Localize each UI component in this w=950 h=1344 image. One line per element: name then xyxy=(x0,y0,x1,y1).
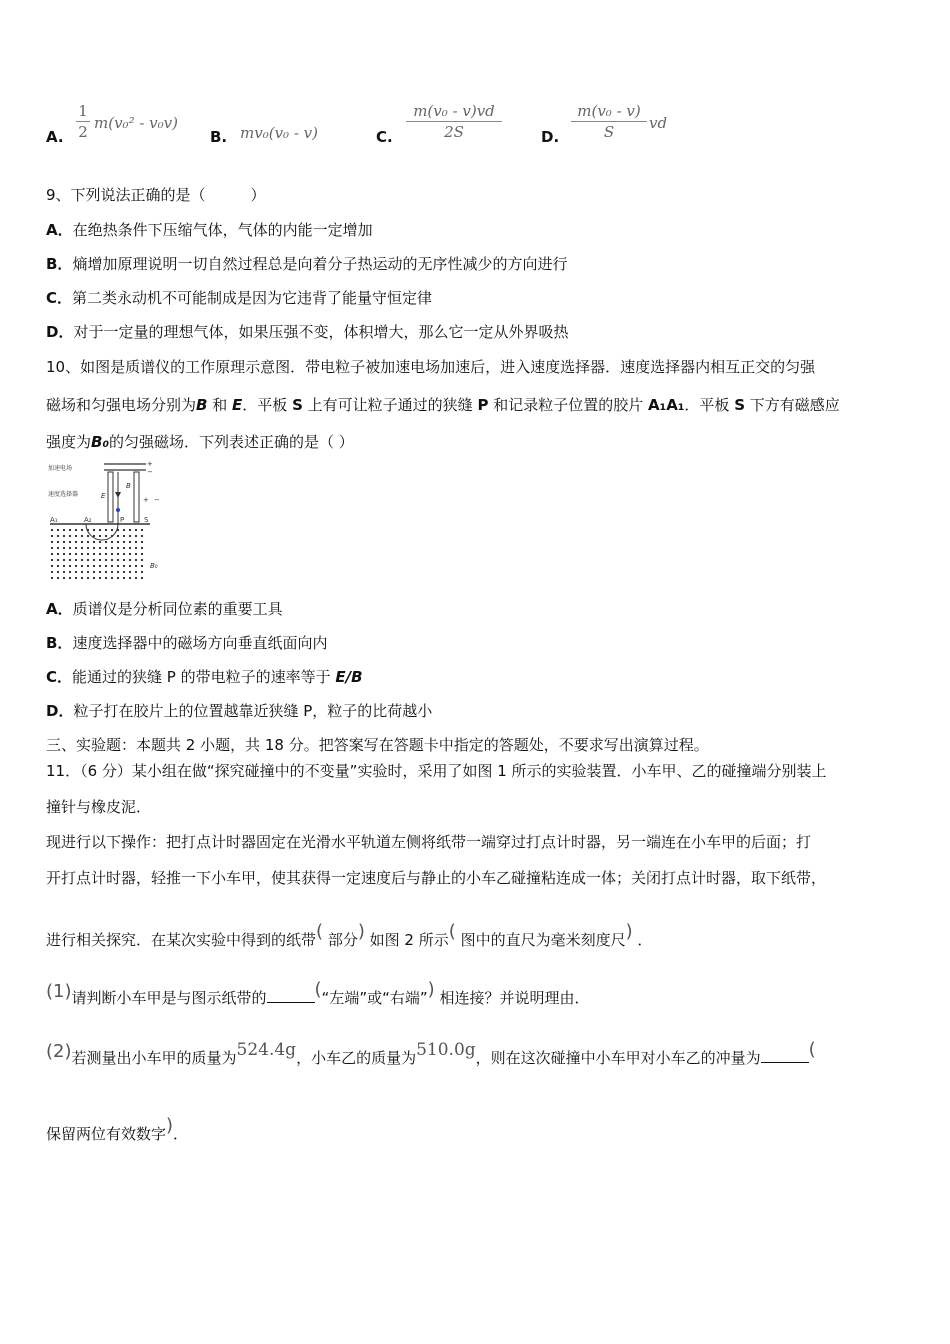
text: ． xyxy=(637,931,653,949)
field-dot xyxy=(141,547,143,549)
text: ．平板 xyxy=(684,396,730,414)
field-dot xyxy=(105,547,107,549)
field-dot xyxy=(81,547,83,549)
field-dot xyxy=(111,565,113,567)
field-dot xyxy=(141,553,143,555)
mass-a-value: 524.4g xyxy=(236,1040,297,1060)
field-dot xyxy=(135,553,137,555)
field-dot xyxy=(69,577,71,579)
field-dot xyxy=(93,553,95,555)
option-label: D. xyxy=(541,128,560,146)
magnetic-field-dots xyxy=(51,529,143,579)
q10-option-c[interactable] xyxy=(46,667,363,687)
field-dot xyxy=(135,541,137,543)
answer-blank[interactable] xyxy=(267,988,315,1003)
field-dot xyxy=(141,577,143,579)
field-dot xyxy=(141,529,143,531)
numerator: m(v₀ - v)vd xyxy=(406,102,502,122)
q10-option-b[interactable] xyxy=(46,633,327,653)
field-dot xyxy=(57,553,59,555)
field-dot xyxy=(63,547,65,549)
field-dot xyxy=(141,559,143,561)
formula-tail: vd xyxy=(649,114,668,132)
text: ，小车乙的质量为 xyxy=(296,1049,417,1067)
field-dot xyxy=(141,535,143,537)
field-dot xyxy=(135,529,137,531)
slit-p-label: P xyxy=(120,516,125,524)
field-dot xyxy=(87,535,89,537)
field-dot xyxy=(99,577,101,579)
minus-sign: − xyxy=(154,496,160,504)
text: 如图 2 所示 xyxy=(369,931,449,949)
field-dot xyxy=(81,559,83,561)
mass-spectrometer-diagram xyxy=(46,458,166,582)
text: 磁场和匀强电场分别为 xyxy=(46,396,197,414)
mass-b-value: 510.0g xyxy=(416,1040,476,1060)
field-dot xyxy=(99,529,101,531)
symbol-s: S xyxy=(292,396,303,414)
paren: ( xyxy=(808,1039,816,1060)
q9-option-b[interactable] xyxy=(46,254,567,274)
field-dot xyxy=(117,547,119,549)
field-dot xyxy=(51,547,53,549)
option-text: 质谱仪是分析同位素的重要工具 xyxy=(72,600,283,618)
field-dot xyxy=(81,553,83,555)
field-dot xyxy=(105,535,107,537)
text: 下方有磁感应 xyxy=(749,396,840,414)
field-dot xyxy=(111,577,113,579)
field-dot xyxy=(93,529,95,531)
field-dot xyxy=(105,571,107,573)
symbol-b0: B₀ xyxy=(91,433,110,451)
q10-option-d[interactable] xyxy=(46,701,432,721)
field-dot xyxy=(57,541,59,543)
field-dot xyxy=(141,565,143,567)
field-dot xyxy=(123,529,125,531)
sub-number: (1) xyxy=(46,981,72,1002)
option-label: B． xyxy=(46,634,73,652)
field-dot xyxy=(75,529,77,531)
field-dot xyxy=(105,577,107,579)
field-dot xyxy=(111,529,113,531)
field-dot xyxy=(123,547,125,549)
field-dot xyxy=(69,571,71,573)
field-dot xyxy=(105,541,107,543)
option-formula: E/B xyxy=(335,668,363,686)
q11-line2: 撞针与橡皮泥． xyxy=(46,798,152,816)
field-dot xyxy=(63,535,65,537)
field-dot xyxy=(93,565,95,567)
field-dot xyxy=(135,565,137,567)
field-dot xyxy=(135,547,137,549)
field-dot xyxy=(63,553,65,555)
field-dot xyxy=(117,553,119,555)
q11-line1: 11．（6 分）某小组在做“探究碰撞中的不变量”实验时，采用了如图 1 所示的实验装置．小车甲、乙的碰撞端分别装上 xyxy=(46,762,827,780)
field-dot xyxy=(51,529,53,531)
fraction xyxy=(76,102,90,141)
formula: mv₀(v₀ - v) xyxy=(240,124,318,142)
field-dot xyxy=(135,577,137,579)
plate-s-label: S xyxy=(144,516,149,524)
field-dot xyxy=(75,547,77,549)
symbol-s: S xyxy=(734,396,746,414)
denominator: 2S xyxy=(444,123,464,141)
field-dot xyxy=(129,577,131,579)
q8-option-c[interactable] xyxy=(376,98,526,154)
field-dot xyxy=(81,529,83,531)
option-label: D． xyxy=(46,702,74,720)
q8-option-a[interactable] xyxy=(46,98,196,154)
field-dot xyxy=(123,553,125,555)
text: 若测量出小车甲的质量为 xyxy=(71,1049,237,1067)
text: ，则在这次碰撞中小车甲对小车乙的冲量为 xyxy=(475,1049,761,1067)
field-dot xyxy=(129,535,131,537)
field-dot xyxy=(123,535,125,537)
accel-field-label: 加速电场 xyxy=(48,465,73,472)
symbol-p: P xyxy=(477,396,489,414)
field-dot xyxy=(57,571,59,573)
field-dot xyxy=(99,571,101,573)
option-label: A． xyxy=(46,600,73,618)
a2-label: A₂ xyxy=(84,516,92,524)
q11-sub2-tail xyxy=(46,1115,189,1144)
field-dot xyxy=(105,529,107,531)
field-dot xyxy=(63,577,65,579)
text: 保留两位有效数字 xyxy=(46,1125,167,1143)
field-b0-label: B₀ xyxy=(150,562,158,570)
paren: ) xyxy=(625,921,633,942)
denominator: S xyxy=(603,123,615,141)
field-dot xyxy=(57,559,59,561)
field-dot xyxy=(75,565,77,567)
q9-option-a[interactable] xyxy=(46,220,373,240)
field-dot xyxy=(63,559,65,561)
field-dot xyxy=(87,565,89,567)
field-dot xyxy=(63,565,65,567)
q9-option-d[interactable] xyxy=(46,322,568,342)
text: 图中的直尺为毫米刻度尺 xyxy=(460,931,626,949)
section-3-heading: 三、实验题：本题共 2 小题，共 18 分。把答案写在答题卡中指定的答题处，不要求写出演算过程。 xyxy=(46,736,709,754)
text: 的匀强磁场．下列表述正确的是（ ） xyxy=(109,433,354,451)
mass-spectrometer-figure xyxy=(46,458,166,582)
text: 上有可让粒子通过的狭缝 xyxy=(307,396,473,414)
text: ．平板 xyxy=(242,396,288,414)
a1-label: A₁ xyxy=(50,516,58,524)
formula: m(v₀² - v₀v) xyxy=(94,114,178,132)
symbol-e: E xyxy=(232,396,243,414)
field-dot xyxy=(87,541,89,543)
field-dot xyxy=(129,565,131,567)
field-dot xyxy=(57,565,59,567)
paren: ( xyxy=(316,921,324,942)
field-dot xyxy=(123,565,125,567)
field-dot xyxy=(87,577,89,579)
field-dot xyxy=(69,535,71,537)
field-dot xyxy=(63,571,65,573)
field-dot xyxy=(87,553,89,555)
field-dot xyxy=(75,553,77,555)
paren: ) xyxy=(166,1115,174,1136)
option-text: 对于一定量的理想气体，如果压强不变，体积增大，那么它一定从外界吸热 xyxy=(73,323,569,341)
field-dot xyxy=(81,535,83,537)
text: 进行相关探究．在某次实验中得到的纸带 xyxy=(46,931,317,949)
field-dot xyxy=(87,547,89,549)
field-dot xyxy=(81,571,83,573)
symbol-a1a1: A₁A₁ xyxy=(648,396,685,414)
option-text: 粒子打在胶片上的位置越靠近狭缝 P，粒子的比荷越小 xyxy=(73,702,433,720)
option-label: C. xyxy=(376,128,393,146)
field-dot xyxy=(93,547,95,549)
field-dot xyxy=(99,559,101,561)
field-dot xyxy=(75,577,77,579)
field-dot xyxy=(117,541,119,543)
option-label: A． xyxy=(46,221,73,239)
field-dot xyxy=(75,541,77,543)
option-label: D． xyxy=(46,323,74,341)
paren: ( xyxy=(314,979,322,1000)
minus-sign: − xyxy=(147,468,153,476)
field-dot xyxy=(111,547,113,549)
field-dot xyxy=(57,547,59,549)
option-text: 熵增加原理说明一切自然过程总是向着分子热运动的无序性减少的方向进行 xyxy=(72,255,568,273)
option-label: C． xyxy=(46,668,73,686)
q11-sub2 xyxy=(46,1039,816,1068)
field-dot xyxy=(75,559,77,561)
field-dot xyxy=(51,535,53,537)
field-dot xyxy=(51,559,53,561)
field-dot xyxy=(51,565,53,567)
field-dot xyxy=(69,553,71,555)
field-dot xyxy=(129,541,131,543)
field-dot xyxy=(111,541,113,543)
field-dot xyxy=(111,553,113,555)
field-dot xyxy=(87,571,89,573)
field-dot xyxy=(129,529,131,531)
denominator: 2 xyxy=(78,123,88,141)
field-dot xyxy=(51,553,53,555)
field-dot xyxy=(129,553,131,555)
paren: ) xyxy=(357,921,365,942)
text: 强度为 xyxy=(46,433,92,451)
field-dot xyxy=(141,541,143,543)
field-dot xyxy=(69,547,71,549)
fraction xyxy=(406,102,502,141)
field-dot xyxy=(123,559,125,561)
field-dot xyxy=(135,571,137,573)
q10-stem-line2 xyxy=(46,395,840,415)
sub-number: (2) xyxy=(46,1041,72,1062)
field-dot xyxy=(117,559,119,561)
text: 和 xyxy=(212,396,228,414)
field-dot xyxy=(117,577,119,579)
field-dot xyxy=(135,559,137,561)
field-dot xyxy=(87,559,89,561)
field-dot xyxy=(117,535,119,537)
field-dot xyxy=(57,529,59,531)
option-label: B. xyxy=(210,128,228,146)
field-dot xyxy=(69,559,71,561)
numerator: m(v₀ - v) xyxy=(571,102,647,122)
field-dot xyxy=(123,541,125,543)
field-dot xyxy=(81,541,83,543)
field-dot xyxy=(51,571,53,573)
q10-stem-line3 xyxy=(46,432,354,452)
q9-option-c[interactable] xyxy=(46,288,432,308)
velocity-selector-label: 速度选择器 xyxy=(48,491,79,498)
q8-option-b[interactable] xyxy=(210,98,350,154)
field-dot xyxy=(81,565,83,567)
field-dot xyxy=(57,535,59,537)
field-dot xyxy=(93,541,95,543)
field-dot xyxy=(93,571,95,573)
field-dot xyxy=(135,535,137,537)
field-dot xyxy=(93,577,95,579)
answer-blank[interactable] xyxy=(761,1048,809,1063)
q9-stem: 9、下列说法正确的是（ ） xyxy=(46,186,266,204)
field-dot xyxy=(93,535,95,537)
field-dot xyxy=(117,571,119,573)
option-label: A. xyxy=(46,128,64,146)
field-dot xyxy=(99,535,101,537)
field-dot xyxy=(51,577,53,579)
text: 和记录粒子位置的胶片 xyxy=(493,396,644,414)
option-text: 能通过的狭缝 P 的带电粒子的速率等于 xyxy=(72,668,331,686)
paren: ) xyxy=(427,979,435,1000)
text: 部分 xyxy=(327,931,358,949)
field-dot xyxy=(99,547,101,549)
field-dot xyxy=(111,559,113,561)
option-text: 第二类永动机不可能制成是因为它违背了能量守恒定律 xyxy=(72,289,433,307)
option-text: 速度选择器中的磁场方向垂直纸面向内 xyxy=(72,634,328,652)
plus-sign: + xyxy=(147,460,153,468)
fraction xyxy=(571,102,647,141)
field-dot xyxy=(69,541,71,543)
field-dot xyxy=(129,547,131,549)
field-dot xyxy=(141,571,143,573)
field-dot xyxy=(105,565,107,567)
symbol-b: B xyxy=(196,396,208,414)
q11-line3: 现进行以下操作：把打点计时器固定在光滑水平轨道左侧将纸带一端穿过打点计时器，另一端连在小车甲的后面；打 xyxy=(46,833,812,851)
field-dot xyxy=(129,559,131,561)
numerator: 1 xyxy=(76,102,90,122)
text: ． xyxy=(173,1125,189,1143)
plus-sign: + xyxy=(143,496,149,504)
q10-option-a[interactable] xyxy=(46,599,283,619)
field-dot xyxy=(93,559,95,561)
field-dot xyxy=(105,553,107,555)
field-dot xyxy=(129,571,131,573)
field-dot xyxy=(81,577,83,579)
field-dot xyxy=(75,535,77,537)
field-dot xyxy=(99,565,101,567)
text: 请判断小车甲是与图示纸带的 xyxy=(71,989,267,1007)
field-dot xyxy=(99,541,101,543)
field-dot xyxy=(51,541,53,543)
field-dot xyxy=(63,529,65,531)
option-text: 在绝热条件下压缩气体，气体的内能一定增加 xyxy=(72,221,373,239)
option-label: C． xyxy=(46,289,73,307)
q11-line5 xyxy=(46,921,653,950)
q11-sub1 xyxy=(46,979,590,1008)
q8-option-d[interactable] xyxy=(541,98,691,154)
paren: ( xyxy=(448,921,456,942)
field-dot xyxy=(75,571,77,573)
field-dot xyxy=(123,577,125,579)
field-dot xyxy=(69,565,71,567)
field-dot xyxy=(105,559,107,561)
field-dot xyxy=(117,565,119,567)
field-dot xyxy=(63,541,65,543)
option-label: B． xyxy=(46,255,73,273)
text: 相连接？并说明理由． xyxy=(439,989,590,1007)
field-dot xyxy=(57,577,59,579)
field-e-label: E xyxy=(101,492,106,500)
field-b-label: B xyxy=(126,482,131,490)
field-dot xyxy=(111,571,113,573)
field-dot xyxy=(69,529,71,531)
q11-line4: 开打点计时器，轻推一下小车甲，使其获得一定速度后与静止的小车乙碰撞粘连成一体；关闭打点计时器，取下纸带， xyxy=(46,869,827,887)
text: “左端”或“右端” xyxy=(321,989,428,1007)
field-dot xyxy=(123,571,125,573)
q10-stem-line1: 10、如图是质谱仪的工作原理示意图．带电粒子被加速电场加速后，进入速度选择器．速度选择器内相互正交的匀强 xyxy=(46,358,816,376)
field-dot xyxy=(99,553,101,555)
